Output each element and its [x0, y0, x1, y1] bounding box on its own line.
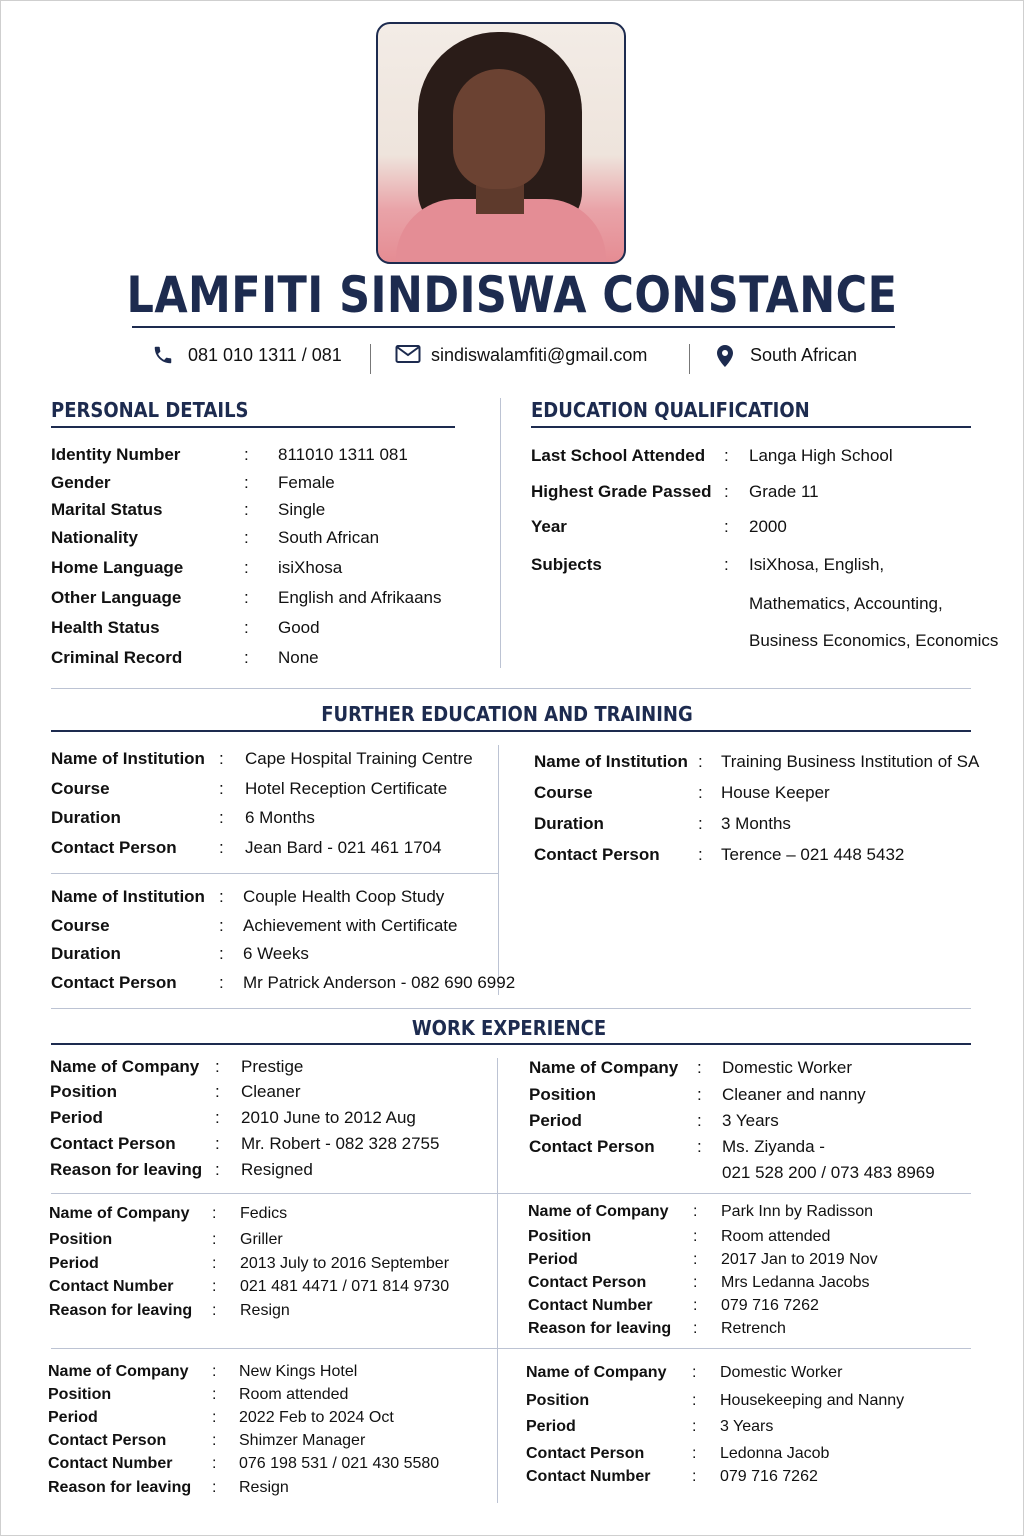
field-label: Subjects [531, 555, 602, 574]
column-divider [500, 398, 501, 668]
field-colon: : [698, 752, 703, 771]
phone-text: 081 010 1311 / 081 [188, 344, 342, 365]
profile-photo [376, 22, 626, 264]
field-value: Resign [240, 1302, 290, 1319]
field-value: English and Afrikaans [278, 588, 442, 607]
field-value: Retrench [721, 1320, 786, 1337]
name-underline [132, 326, 895, 328]
education-heading: EDUCATION QUALIFICATION [531, 398, 810, 422]
field-colon: : [693, 1274, 698, 1291]
field-label: Identity Number [51, 445, 181, 464]
field-colon: : [244, 648, 249, 667]
education-heading-rule [531, 426, 971, 428]
field-value: 2022 Feb to 2024 Oct [239, 1409, 394, 1426]
field-colon: : [215, 1057, 220, 1076]
field-label: Name of Company [49, 1205, 190, 1222]
field-colon: : [692, 1364, 697, 1381]
block-divider [51, 1348, 971, 1349]
field-colon: : [697, 1085, 702, 1104]
field-label: Contact Person [51, 973, 177, 992]
field-value: Ledonna Jacob [720, 1445, 830, 1462]
contact-location [714, 344, 857, 366]
field-colon: : [244, 500, 249, 519]
field-label: Course [51, 916, 110, 935]
field-colon: : [244, 473, 249, 492]
field-value: 6 Months [245, 808, 315, 827]
field-value: Domestic Worker [720, 1364, 843, 1381]
section-divider [51, 1008, 971, 1009]
field-label: Period [529, 1111, 582, 1130]
field-label: Name of Company [528, 1203, 669, 1220]
block-divider [51, 1193, 971, 1194]
field-label: Position [529, 1085, 597, 1104]
field-label: Health Status [51, 618, 160, 637]
field-label: Reason for leaving [49, 1302, 193, 1319]
field-value: Mr Patrick Anderson - 082 690 6992 [243, 973, 516, 992]
field-label: Gender [51, 473, 111, 492]
field-label: Position [528, 1228, 592, 1245]
field-colon: : [724, 446, 729, 465]
contact-separator [370, 344, 371, 374]
field-value: Training Business Institution of SA [721, 752, 980, 771]
field-colon: : [212, 1479, 217, 1496]
field-label: Reason for leaving [48, 1479, 192, 1496]
field-label: Contact Person [528, 1274, 647, 1291]
section-divider [51, 688, 971, 689]
contact-email [395, 344, 647, 366]
field-label: Period [48, 1409, 98, 1426]
field-label: Contact Person [50, 1134, 176, 1153]
personal-details-heading: PERSONAL DETAILS [51, 398, 249, 422]
field-value: 811010 1311 081 [278, 445, 408, 464]
field-label: Nationality [51, 528, 138, 547]
field-label: Contact Person [529, 1137, 655, 1156]
field-colon: : [212, 1231, 217, 1248]
field-value: Shimzer Manager [239, 1432, 366, 1449]
field-colon: : [244, 588, 249, 607]
further-education-heading: FURTHER EDUCATION AND TRAINING [321, 702, 693, 726]
field-value: Grade 11 [749, 482, 819, 501]
block-divider [51, 873, 499, 874]
field-value: House Keeper [721, 783, 830, 802]
field-colon: : [219, 916, 224, 935]
work-experience-heading: WORK EXPERIENCE [411, 1016, 607, 1040]
field-colon: : [212, 1455, 217, 1472]
field-value: Ms. Ziyanda - [722, 1137, 825, 1156]
field-label: Other Language [51, 588, 182, 607]
field-value: IsiXhosa, English, [749, 555, 885, 574]
field-colon: : [724, 555, 729, 574]
field-value: Jean Bard - 021 461 1704 [245, 838, 442, 857]
field-colon: : [692, 1392, 697, 1409]
field-label: Name of Company [529, 1058, 679, 1077]
envelope-icon [395, 344, 417, 366]
field-colon: : [215, 1108, 220, 1127]
location-text: South African [750, 344, 858, 365]
field-value: Room attended [721, 1228, 831, 1245]
field-label: Course [534, 783, 593, 802]
field-colon: : [212, 1386, 217, 1403]
field-colon: : [215, 1082, 220, 1101]
personal-heading-rule [51, 426, 455, 428]
field-label: Position [50, 1082, 118, 1101]
field-label: Duration [51, 808, 121, 827]
field-label: Name of Institution [534, 752, 688, 771]
field-value: Cleaner [241, 1082, 301, 1101]
map-pin-icon [714, 344, 736, 366]
field-value: Achievement with Certificate [243, 916, 458, 935]
field-label: Last School Attended [531, 446, 706, 465]
contact-continued: 021 528 200 / 073 483 8969 [722, 1163, 935, 1182]
field-label: Contact Number [48, 1455, 173, 1472]
field-colon: : [212, 1432, 217, 1449]
column-divider [498, 745, 499, 995]
field-colon: : [219, 779, 224, 798]
phone-icon [152, 344, 174, 366]
field-colon: : [693, 1320, 698, 1337]
field-colon: : [212, 1363, 217, 1380]
field-colon: : [212, 1302, 217, 1319]
field-label: Name of Institution [51, 749, 205, 768]
field-colon: : [219, 838, 224, 857]
field-colon: : [724, 482, 729, 501]
field-value: 079 716 7262 [721, 1297, 819, 1314]
field-value: Griller [240, 1231, 283, 1248]
field-value: 3 Years [720, 1418, 774, 1435]
field-value: 3 Years [722, 1111, 779, 1130]
field-colon: : [692, 1445, 697, 1462]
field-colon: : [693, 1203, 698, 1220]
field-value: Fedics [240, 1205, 288, 1222]
field-colon: : [219, 887, 224, 906]
field-colon: : [244, 445, 249, 464]
field-colon: : [698, 814, 703, 833]
subjects-continued: Mathematics, Accounting, [749, 594, 943, 613]
field-label: Reason for leaving [50, 1160, 203, 1179]
field-value: Cleaner and nanny [722, 1085, 866, 1104]
field-colon: : [697, 1137, 702, 1156]
field-colon: : [212, 1255, 217, 1272]
field-value: Couple Health Coop Study [243, 887, 445, 906]
field-colon: : [692, 1468, 697, 1485]
field-value: 6 Weeks [243, 944, 309, 963]
field-colon: : [212, 1205, 217, 1222]
field-value: Single [278, 500, 326, 519]
email-text[interactable]: sindiswalamfiti@gmail.com [431, 344, 648, 365]
field-colon: : [219, 808, 224, 827]
field-colon: : [215, 1134, 220, 1153]
field-label: Period [526, 1418, 576, 1435]
field-colon: : [697, 1058, 702, 1077]
field-value: 3 Months [721, 814, 791, 833]
field-value: Domestic Worker [722, 1058, 853, 1077]
field-label: Position [49, 1231, 113, 1248]
field-value: Housekeeping and Nanny [720, 1392, 905, 1409]
field-label: Criminal Record [51, 648, 183, 667]
field-label: Contact Person [51, 838, 177, 857]
field-label: Position [526, 1392, 590, 1409]
field-value: isiXhosa [278, 558, 343, 577]
field-label: Year [531, 517, 567, 536]
field-value: Resign [239, 1479, 289, 1496]
field-value: 2000 [749, 517, 787, 536]
field-value: Cape Hospital Training Centre [245, 749, 473, 768]
field-label: Contact Person [534, 845, 660, 864]
field-label: Contact Number [528, 1297, 653, 1314]
field-label: Contact Person [48, 1432, 167, 1449]
field-label: Name of Institution [51, 887, 205, 906]
field-value: 2017 Jan to 2019 Nov [721, 1251, 878, 1268]
field-colon: : [698, 783, 703, 802]
field-colon: : [697, 1111, 702, 1130]
field-colon: : [244, 528, 249, 547]
field-value: Terence – 021 448 5432 [721, 845, 905, 864]
field-colon: : [219, 973, 224, 992]
field-value: South African [278, 528, 380, 547]
contact-phone [152, 344, 342, 366]
field-label: Reason for leaving [528, 1320, 672, 1337]
field-label: Highest Grade Passed [531, 482, 712, 501]
field-label: Name of Company [526, 1364, 667, 1381]
field-colon: : [693, 1228, 698, 1245]
field-colon: : [693, 1251, 698, 1268]
field-value: 2010 June to 2012 Aug [241, 1108, 416, 1127]
field-value: Resigned [241, 1160, 313, 1179]
field-value: New Kings Hotel [239, 1363, 358, 1380]
field-label: Name of Company [48, 1363, 189, 1380]
field-value: 021 481 4471 / 071 814 9730 [240, 1278, 450, 1295]
field-colon: : [212, 1409, 217, 1426]
field-colon: : [219, 944, 224, 963]
field-colon: : [244, 558, 249, 577]
field-label: Course [51, 779, 110, 798]
field-label: Period [49, 1255, 99, 1272]
column-divider [497, 1058, 498, 1503]
field-label: Duration [51, 944, 121, 963]
work-heading-rule [51, 1043, 971, 1045]
field-label: Name of Company [50, 1057, 200, 1076]
further-heading-rule [51, 730, 971, 732]
subjects-continued: Business Economics, Economics [749, 631, 999, 650]
field-value: Park Inn by Radisson [721, 1203, 874, 1220]
field-value: Prestige [241, 1057, 304, 1076]
field-colon: : [244, 618, 249, 637]
field-value: None [278, 648, 319, 667]
field-label: Contact Number [49, 1278, 174, 1295]
field-value: Female [278, 473, 335, 492]
field-label: Contact Number [526, 1468, 651, 1485]
field-value: 079 716 7262 [720, 1468, 818, 1485]
field-colon: : [212, 1278, 217, 1295]
field-value: 2013 July to 2016 September [240, 1255, 450, 1272]
field-value: Langa High School [749, 446, 893, 465]
field-value: Hotel Reception Certificate [245, 779, 448, 798]
field-label: Home Language [51, 558, 184, 577]
candidate-name: LAMFITI SINDISWA CONSTANCE [126, 266, 898, 324]
field-value: Mr. Robert - 082 328 2755 [241, 1134, 440, 1153]
field-colon: : [215, 1160, 220, 1179]
contact-separator [689, 344, 690, 374]
field-label: Contact Person [526, 1445, 645, 1462]
field-colon: : [219, 749, 224, 768]
field-label: Position [48, 1386, 112, 1403]
field-value: Room attended [239, 1386, 349, 1403]
field-label: Duration [534, 814, 604, 833]
field-value: 076 198 531 / 021 430 5580 [239, 1455, 440, 1472]
field-colon: : [693, 1297, 698, 1314]
field-value: Mrs Ledanna Jacobs [721, 1274, 870, 1291]
field-label: Marital Status [51, 500, 163, 519]
field-label: Period [528, 1251, 578, 1268]
field-label: Period [50, 1108, 103, 1127]
field-colon: : [724, 517, 729, 536]
field-value: Good [278, 618, 320, 637]
field-colon: : [692, 1418, 697, 1435]
field-colon: : [698, 845, 703, 864]
